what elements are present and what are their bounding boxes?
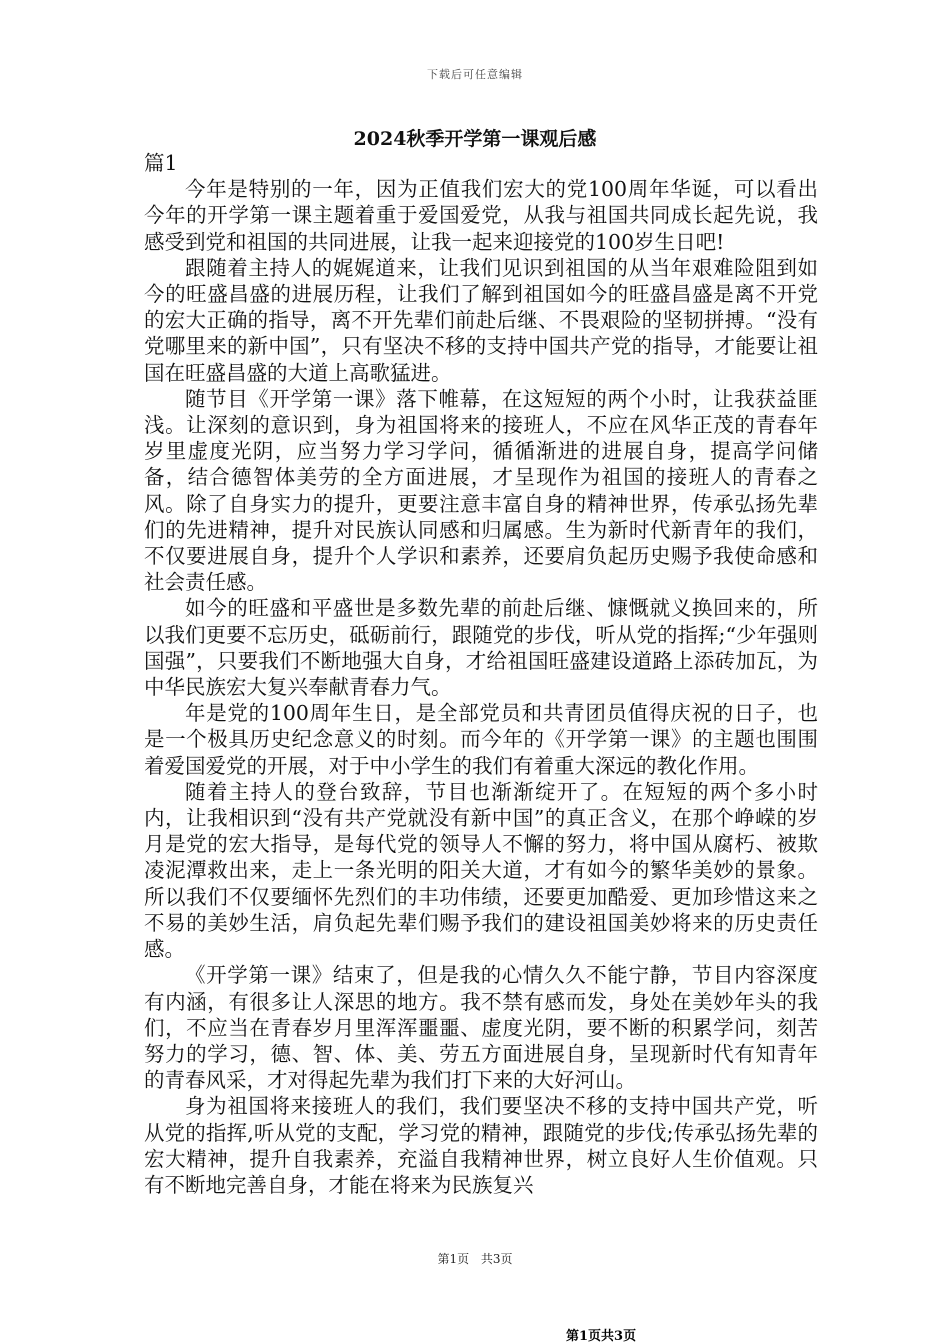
- bottom-page-indicator: 第1页共3页: [566, 1329, 637, 1344]
- footer-page-number: 第1页: [437, 1252, 470, 1266]
- footer-total-pages: 共3页: [480, 1252, 513, 1266]
- paragraph-1: 今年是特别的一年，因为正值我们宏大的党100周年华诞，可以看出今年的开学第一课主题着重于爱国爱党，从我与祖国共同成长起先说，我感受到党和祖国的共同进展，让我一起来迎接党的100岁生日吧!: [144, 177, 818, 254]
- paragraph-3: 随节目《开学第一课》落下帷幕，在这短短的两个小时，让我获益匪浅。让深刻的意识到，身为祖国将来的接班人，不应在风华正茂的青春年岁里虚度光阴，应当努力学习学问，循循渐进的进展自身，提高学问储备，结合德智体美劳的全方面进展，才呈现作为祖国的接班人的青春之风。除了自身实力的提升，更要注意丰富自身的精神世界，传承弘扬先辈们的先进精神，提升对民族认同感和归属感。生为新时代新青年的我们，不仅要进展自身，提升个人学识和素养，还要肩负起历史赐予我使命感和社会责任感。: [144, 386, 818, 595]
- paragraph-4: 如今的旺盛和平盛世是多数先辈的前赴后继、慷慨就义换回来的，所以我们更要不忘历史，砥砺前行，跟随党的步伐，听从党的指挥;“少年强则国强”，只要我们不断地强大自身，才给祖国旺盛建设道路上添砖加瓦，为中华民族宏大复兴奉献青春力气。: [144, 596, 818, 700]
- page-footer: [0, 1250, 950, 1267]
- paragraph-6: 随着主持人的登台致辞，节目也渐渐绽开了。在短短的两个多小时内，让我相识到“没有共产党就没有新中国”的真正含义，在那个峥嵘的岁月是党的宏大指导，是每代党的领导人不懈的努力，将中国从腐朽、被欺凌泥潭救出来，走上一条光明的阳关大道，才有如今的繁华美妙的景象。所以我们不仅要缅怀先烈们的丰功伟绩，还要更加酷爱、更加珍惜这来之不易的美妙生活，肩负起先辈们赐予我们的建设祖国美妙将来的历史责任感。: [144, 779, 818, 962]
- document-title: 2024秋季开学第一课观后感: [353, 128, 597, 150]
- section-label: 篇1: [144, 151, 178, 175]
- paragraph-2: 跟随着主持人的娓娓道来，让我们见识到祖国的从当年艰难险阻到如今的旺盛昌盛的进展历程，让我们了解到祖国如今的旺盛昌盛是离不开党的宏大正确的指导，离不开先辈们前赴后继、不畏艰险的坚韧拼搏。“没有党哪里来的新中国”，只有坚决不移的支持中国共产党的指导，才能要让祖国在旺盛昌盛的大道上高歌猛进。: [144, 255, 818, 385]
- document-body: [144, 150, 818, 1198]
- paragraph-7: 《开学第一课》结束了，但是我的心情久久不能宁静，节目内容深度有内涵，有很多让人深思的地方。我不禁有感而发，身处在美妙年头的我们，不应当在青春岁月里浑浑噩噩、虚度光阴，要不断的积累学问，刻苦努力的学习，德、智、体、美、劳五方面进展自身，呈现新时代有知青年的青春风采，才对得起先辈为我们打下来的大好河山。: [144, 963, 818, 1093]
- paragraph-8: 身为祖国将来接班人的我们，我们要坚决不移的支持中国共产党，听从党的指挥,听从党的支配，学习党的精神，跟随党的步伐;传承弘扬先辈的宏大精神，提升自我素养，充溢自我精神世界，树立良好人生价值观。只有不断地完善自身，才能在将来为民族复兴: [144, 1094, 818, 1197]
- paragraph-5: 年是党的100周年生日，是全部党员和共青团员值得庆祝的日子，也是一个极具历史纪念意义的时刻。而今年的《开学第一课》的主题也围围着爱国爱党的开展，对于中小学生的我们有着重大深远的教化作用。: [144, 701, 818, 778]
- header-note: 下载后可任意编辑: [427, 68, 523, 81]
